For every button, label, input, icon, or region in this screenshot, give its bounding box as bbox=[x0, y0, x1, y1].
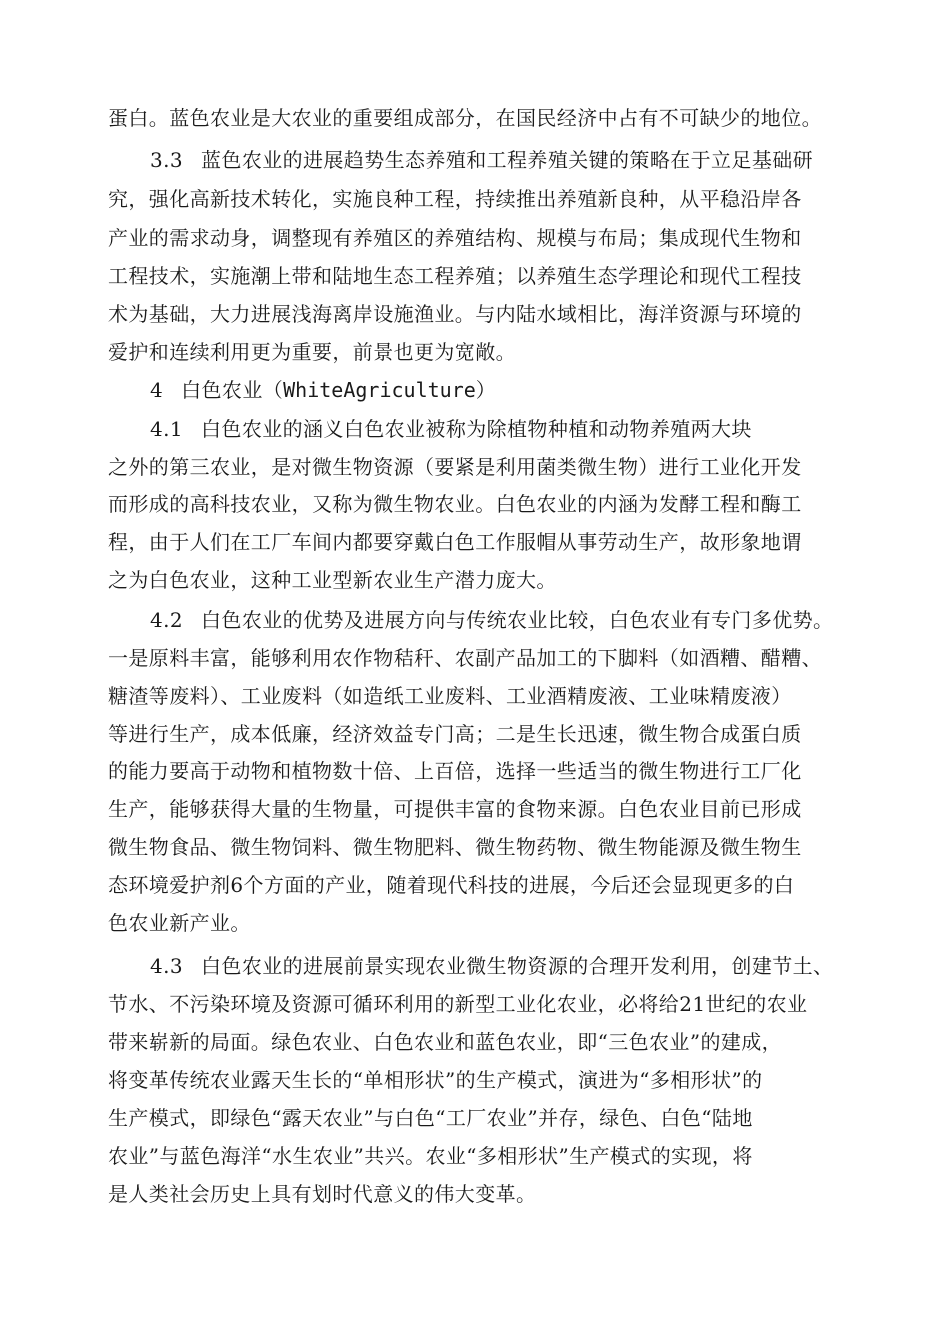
text-line: 工程技术，实施潮上带和陆地生态工程养殖；以养殖生态学理论和现代工程技 bbox=[108, 264, 802, 288]
text-line: 蛋白。蓝色农业是大农业的重要组成部分，在国民经济中占有不可缺少的地位。 bbox=[108, 106, 822, 130]
text-line: 态环境爱护剂6个方面的产业，随着现代科技的进展，今后还会显现更多的白 bbox=[108, 873, 795, 897]
paragraph-3-3-line: 3.3 蓝色农业的进展趋势生态养殖和工程养殖关键的策略在于立足基础研 bbox=[150, 148, 814, 172]
text-line: 农业”与蓝色海洋“水生农业”共兴。农业“多相形状”生产模式的实现，将 bbox=[108, 1144, 753, 1168]
text-line: 之外的第三农业，是对微生物资源（要紧是利用菌类微生物）进行工业化开发 bbox=[108, 455, 802, 479]
paragraph-4-3-line: 4.3 白色农业的进展前景实现农业微生物资源的合理开发利用，创建节土、 bbox=[150, 954, 834, 978]
text-line: 带来崭新的局面。绿色农业、白色农业和蓝色农业，即“三色农业”的建成， bbox=[108, 1030, 783, 1054]
text-line: 生产模式，即绿色“露天农业”与白色“工厂农业”并存，绿色、白色“陆地 bbox=[108, 1106, 753, 1130]
text-line: 的能力要高于动物和植物数十倍、上百倍，选择一些适当的微生物进行工厂化 bbox=[108, 759, 802, 783]
paragraph-4-1-line: 4.1 白色农业的涵义白色农业被称为除植物种植和动物养殖两大块 bbox=[150, 417, 752, 441]
text-line: 产业的需求动身，调整现有养殖区的养殖结构、规模与布局；集成现代生物和 bbox=[108, 226, 802, 250]
section-number: 3.3 bbox=[150, 148, 184, 172]
text-line: 色农业新产业。 bbox=[108, 911, 251, 935]
text-line: 生产，能够获得大量的生物量，可提供丰富的食物来源。白色农业目前已形成 bbox=[108, 797, 802, 821]
paragraph-4-2-line: 4.2 白色农业的优势及进展方向与传统农业比较，白色农业有专门多优势。 bbox=[150, 608, 834, 632]
text-line: 微生物食品、微生物饲料、微生物肥料、微生物药物、微生物能源及微生物生 bbox=[108, 835, 802, 859]
section-number: 4.1 bbox=[150, 417, 184, 441]
text-line: 等进行生产，成本低廉，经济效益专门高；二是生长迅速，微生物合成蛋白质 bbox=[108, 722, 802, 746]
text-line: 爱护和连续利用更为重要，前景也更为宽敞。 bbox=[108, 340, 516, 364]
text-line: 将变革传统农业露天生长的“单相形状”的生产模式，演进为“多相形状”的 bbox=[108, 1068, 763, 1092]
section-number: 4.2 bbox=[150, 608, 184, 632]
section-number: 4.3 bbox=[150, 954, 184, 978]
text-line: 之为白色农业，这种工业型新农业生产潜力庞大。 bbox=[108, 568, 557, 592]
text-line: 糖渣等废料）、工业废料（如造纸工业废料、工业酒精废液、工业味精废液） bbox=[108, 684, 792, 708]
section-4-heading: 4 白色农业（WhiteAgriculture） bbox=[150, 378, 497, 402]
text-line: 究，强化高新技术转化，实施良种工程，持续推出养殖新良种，从平稳沿岸各 bbox=[108, 187, 802, 211]
text-line: 节水、不污染环境及资源可循环利用的新型工业化农业，必将给21世纪的农业 bbox=[108, 992, 808, 1016]
text-line: 程，由于人们在工厂车间内都要穿戴白色工作服帽从事劳动生产，故形象地谓 bbox=[108, 530, 802, 554]
text-line: 是人类社会历史上具有划时代意义的伟大变革。 bbox=[108, 1182, 537, 1206]
text-line: 术为基础，大力进展浅海离岸设施渔业。与内陆水域相比，海洋资源与环境的 bbox=[108, 302, 802, 326]
text-line: 一是原料丰富，能够利用农作物秸秆、农副产品加工的下脚料（如酒糟、醋糟、 bbox=[108, 646, 822, 670]
text-line: 而形成的高科技农业，又称为微生物农业。白色农业的内涵为发酵工程和酶工 bbox=[108, 492, 802, 516]
section-number: 4 bbox=[150, 378, 164, 402]
